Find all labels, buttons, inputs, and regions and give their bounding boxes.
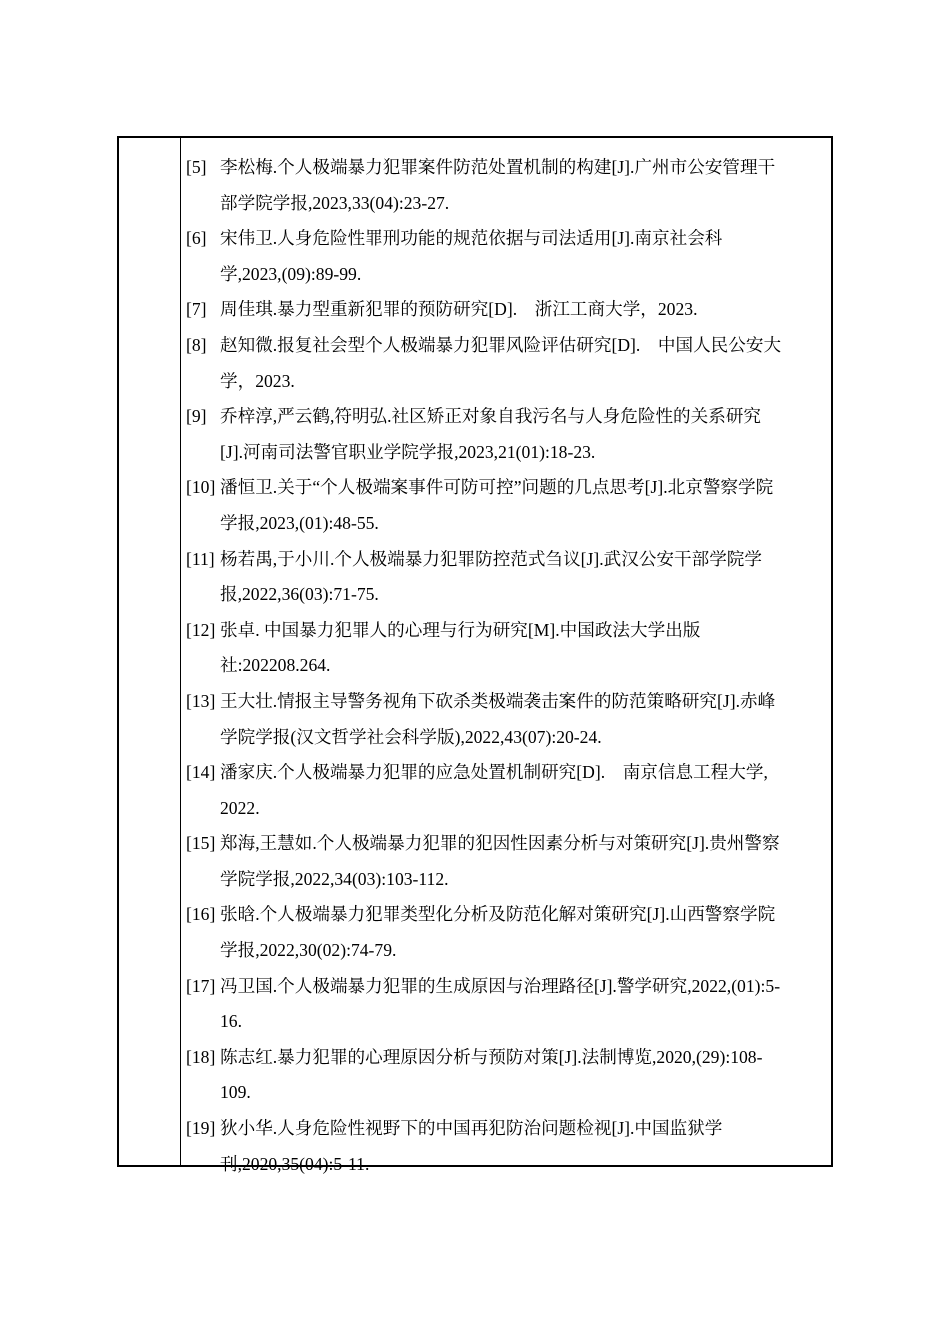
reference-text-line: 报,2022,36(03):71-75. — [220, 584, 379, 605]
reference-number: [19] — [186, 1118, 216, 1139]
reference-number: [14] — [186, 762, 216, 783]
reference-list — [186, 150, 831, 1182]
reference-text-line: 学院学报(汉文哲学社会科学版),2022,43(07):20-24. — [220, 726, 602, 747]
reference-text-line: 潘家庆.个人极端暴力犯罪的应急处置机制研究[D]. 南京信息工程大学, — [220, 762, 768, 783]
reference-entry — [186, 969, 831, 1040]
reference-text-line: 学报,2023,(01):48-55. — [220, 512, 379, 533]
reference-number: [7] — [186, 299, 207, 320]
reference-entry — [186, 221, 831, 292]
reference-number: [6] — [186, 228, 207, 249]
reference-text-line: 周佳琪.暴力型重新犯罪的预防研究[D]. 浙江工商大学，2023. — [220, 299, 698, 320]
reference-text-line: 109. — [220, 1082, 251, 1103]
reference-text-line: 张晗.个人极端暴力犯罪类型化分析及防范化解对策研究[J].山西警察学院 — [220, 904, 776, 925]
reference-text-line: 狄小华.人身危险性视野下的中国再犯防治问题检视[J].中国监狱学 — [220, 1118, 723, 1139]
reference-number: [18] — [186, 1046, 216, 1067]
reference-text-line: 乔梓淳,严云鹤,符明弘.社区矫正对象自我污名与人身危险性的关系研究 — [220, 406, 762, 427]
reference-text-line: 杨若禺,于小川.个人极端暴力犯罪防控范式刍议[J].武汉公安干部学院学 — [220, 548, 762, 569]
reference-text-line: 赵知微.报复社会型个人极端暴力犯罪风险评估研究[D]. 中国人民公安大 — [220, 334, 782, 355]
reference-text-line: 学，2023. — [220, 370, 295, 391]
references-table — [117, 136, 833, 1174]
reference-entry — [186, 1040, 831, 1111]
reference-text-line: 社:202208.264. — [220, 655, 331, 676]
reference-entry — [186, 150, 831, 221]
reference-text-line: 陈志红.暴力犯罪的心理原因分析与预防对策[J].法制博览,2020,(29):108- — [220, 1046, 763, 1067]
reference-number: [11] — [186, 548, 215, 569]
reference-number: [10] — [186, 477, 216, 498]
reference-entry — [186, 613, 831, 684]
reference-number: [15] — [186, 833, 216, 854]
reference-text-line: 16. — [220, 1011, 242, 1032]
reference-number: [16] — [186, 904, 216, 925]
reference-entry — [186, 542, 831, 613]
reference-entry — [186, 897, 831, 968]
reference-text-line: [J].河南司法警官职业学院学报,2023,21(01):18-23. — [220, 441, 596, 462]
reference-text-line: 张卓. 中国暴力犯罪人的心理与行为研究[M].中国政法大学出版 — [220, 619, 701, 640]
reference-entry — [186, 826, 831, 897]
reference-text-line: 潘恒卫.关于“个人极端案事件可防可控”问题的几点思考[J].北京警察学院 — [220, 477, 774, 498]
reference-number: [9] — [186, 406, 207, 427]
reference-number: [5] — [186, 157, 207, 177]
reference-text-line: 部学院学报,2023,33(04):23-27. — [220, 192, 450, 213]
reference-entry — [186, 684, 831, 755]
reference-text-line: 郑海,王慧如.个人极端暴力犯罪的犯因性因素分析与对策研究[J].贵州警察 — [220, 833, 780, 854]
reference-text-line: 冯卫国.个人极端暴力犯罪的生成原因与治理路径[J].警学研究,2022,(01):5- — [220, 975, 781, 996]
reference-entry — [186, 292, 831, 328]
label-column — [119, 138, 181, 1165]
reference-text-line: 李松梅.个人极端暴力犯罪案件防范处置机制的构建[J].广州市公安管理干 — [220, 157, 776, 177]
reference-entry — [186, 470, 831, 541]
reference-entry — [186, 1111, 831, 1182]
reference-entry — [186, 328, 831, 399]
reference-text-line: 宋伟卫.人身危险性罪刑功能的规范依据与司法适用[J].南京社会科 — [220, 228, 723, 249]
reference-text-line: 刊,2020,35(04):5-11. — [220, 1153, 370, 1174]
reference-number: [8] — [186, 334, 207, 355]
reference-text-line: 学院学报,2022,34(03):103-112. — [220, 868, 449, 889]
reference-number: [12] — [186, 619, 216, 640]
reference-text-line: 学,2023,(09):89-99. — [220, 263, 362, 284]
reference-number: [13] — [186, 690, 216, 711]
reference-entry — [186, 755, 831, 826]
reference-text-line: 2022. — [220, 797, 260, 818]
reference-text-line: 学报,2022,30(02):74-79. — [220, 940, 397, 961]
reference-text-line: 王大壮.情报主导警务视角下砍杀类极端袭击案件的防范策略研究[J].赤峰 — [220, 690, 776, 711]
reference-entry — [186, 399, 831, 470]
reference-number: [17] — [186, 975, 216, 996]
